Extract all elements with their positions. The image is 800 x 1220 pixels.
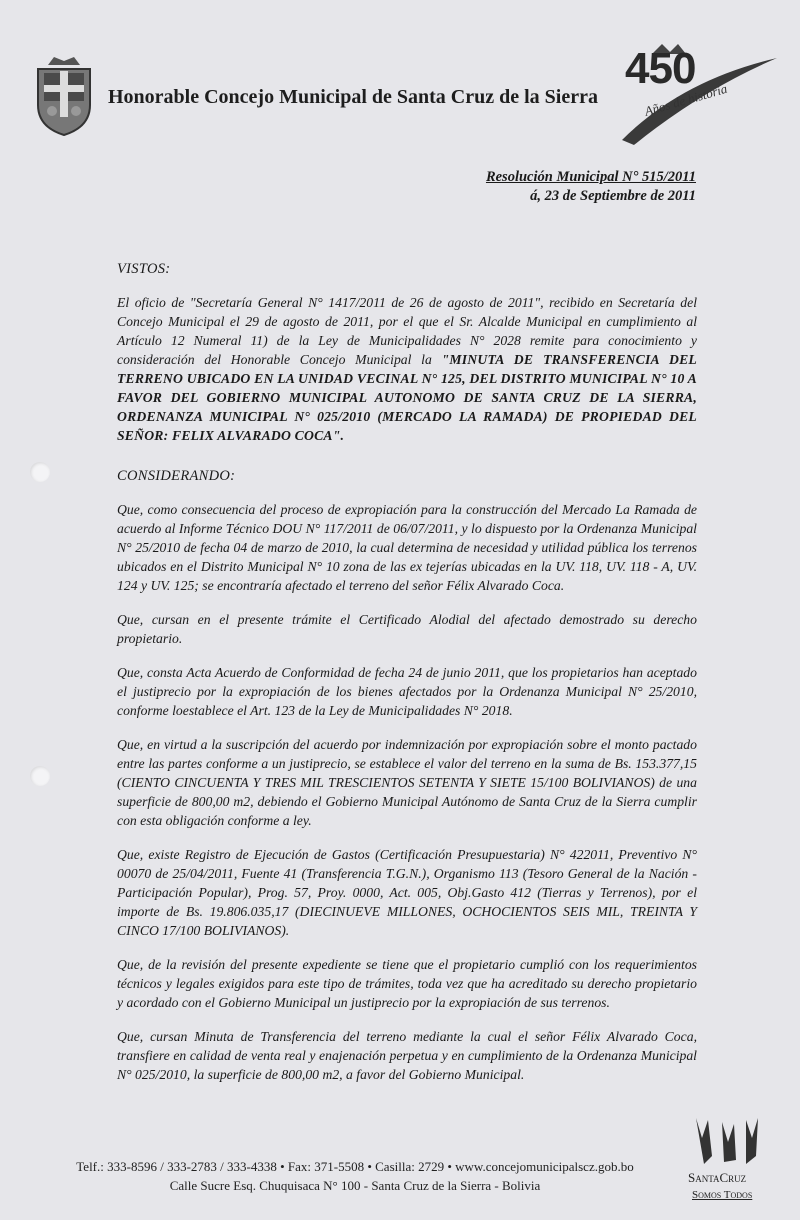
- considerando-paragraph: Que, cursan en el presente trámite el Certificado Alodial del afectado demostrado su derecho propietario.: [117, 612, 697, 646]
- vistos-bold-text: "MINUTA DE TRANSFERENCIA DEL TERRENO UBICADO EN LA UNIDAD VECINAL N° 125, DEL DISTRITO MUNICIPAL N° 10 A FAVOR DEL GOBIERNO MUNICIPAL AUTONOMO DE SANTA CRUZ DE LA SIERRA, ORDENANZA MUNICIPAL N° 025/2010 (MERCADO LA RAMADA) DE PROPIEDAD DEL SEÑOR: FELIX ALVARADO COCA".: [117, 352, 697, 443]
- santa-cruz-logo-name: SantaCruz: [688, 1170, 747, 1185]
- anniversary-number: 450: [625, 44, 696, 93]
- vistos-text: El oficio de "Secretaría General N° 1417/2011 de 26 de agosto de 2011", recibido en Secretaría del Concejo Municipal el 29 de agosto de 2011, por el que el Sr. Alcalde Municipal en cumplimiento al Artículo 12 Numeral 11) de la Ley de Municipalidades N° 2028 remite para conocimiento y consideración del Honorable Concejo Municipal la: [117, 295, 697, 367]
- vistos-paragraph: [117, 293, 697, 445]
- resolution-number: Resolución Municipal N° 515/2011: [485, 169, 696, 185]
- footer-address: Calle Sucre Esq. Chuquisaca N° 100 - Santa Cruz de la Sierra - Bolivia: [169, 1178, 541, 1193]
- coat-of-arms-icon: [30, 55, 98, 137]
- considerando-paragraph: Que, existe Registro de Ejecución de Gastos (Certificación Presupuestaria) N° 422011, Preventivo N° 00070 de 25/04/2011, Fuente 41 (Transferencia T.G.N.), Organismo 113 (Tesoro General de la Nación - Participación Popular), Prog. 57, Proy. 0000, Act. 005, Obj.Gasto 412 (Tierras y Terrenos), por el importe de Bs. 19.806.035,17 (DIECINUEVE MILLONES, OCHOCIENTOS SEIS MIL, TREINTA Y CINCO 17/100 BOLIVIANOS).: [117, 847, 697, 938]
- considerando-paragraph: Que, en virtud a la suscripción del acuerdo por indemnización por expropiación sobre el monto pactado entre las partes conforme a un justiprecio, se establece el valor del terreno en la suma de Bs. 153.377,15 (CIENTO CINCUENTA Y TRES MIL TRESCIENTOS SETENTA Y SIETE 15/100 BOLIVIANOS) de una superficie de 800,00 m2, debiendo el Gobierno Municipal Autónomo de Santa Cruz de la Sierra cumplir con esta obligación conforme a ley.: [117, 737, 697, 828]
- considerando-paragraph: Que, cursan Minuta de Transferencia del terreno mediante la cual el señor Félix Alvarado Coca, transfiere en calidad de venta real y enajenación perpetua y en cumplimiento de la Ordenanza Municipal N° 025/2010, la superficie de 800,00 m2, a favor del Gobierno Municipal.: [117, 1029, 697, 1082]
- footer: [30, 1157, 680, 1195]
- punch-hole: [30, 462, 50, 482]
- punch-hole: [30, 766, 50, 786]
- anniversary-tagline: Años de historia: [642, 80, 729, 119]
- footer-contact: Telf.: 333-8596 / 333-2783 / 333-4338 • Fax: 371-5508 • Casilla: 2729 • www.concejomunicipalscz.gob.bo: [76, 1159, 634, 1174]
- considerando-paragraph: Que, como consecuencia del proceso de expropiación para la construcción del Mercado La Ramada de acuerdo al Informe Técnico DOU N° 117/2011 de 06/07/2011, y lo dispuesto por la Ordenanza Municipal N° 25/2010 de fecha 04 de marzo de 2010, la cual determina de necesidad y utilidad pública los terrenos ubicados en el Distrito Municipal N° 10 zona de las ex tejerías ubicadas en la UV. 118, UV. 118 - A, UV. 124 y UV. 125; se encontraría afectado el terreno del señor Félix Alvarado Coca.: [117, 502, 697, 593]
- santa-cruz-logo-slogan: Somos Todos: [692, 1189, 753, 1201]
- vistos-heading: VISTOS:: [117, 261, 171, 277]
- resolution-date: á, 23 de Septiembre de 2011: [530, 188, 696, 204]
- council-title: Honorable Concejo Municipal de Santa Cruz de la Sierra: [108, 86, 598, 108]
- considerando-paragraph: Que, consta Acta Acuerdo de Conformidad de fecha 24 de junio 2011, que los propietarios han aceptado el justiprecio por la expropiación de los bienes afectados por la Ordenanza Municipal N° 25/2010, conforme loestablece el Art. 123 de la Ley de Municipalidades N° 2018.: [117, 665, 697, 718]
- considerando-heading: CONSIDERANDO:: [117, 468, 236, 484]
- considerando-paragraph: Que, de la revisión del presente expediente se tiene que el propietario cumplió con los requerimientos técnicos y legales exigidos para este tipo de trámites, toda vez que ha acreditado su derecho propietario y acordado con el Gobierno Municipal un justiprecio por la expropiación de sus terrenos.: [117, 957, 697, 1010]
- resolution-block: [486, 168, 696, 206]
- document-body: [117, 260, 697, 1099]
